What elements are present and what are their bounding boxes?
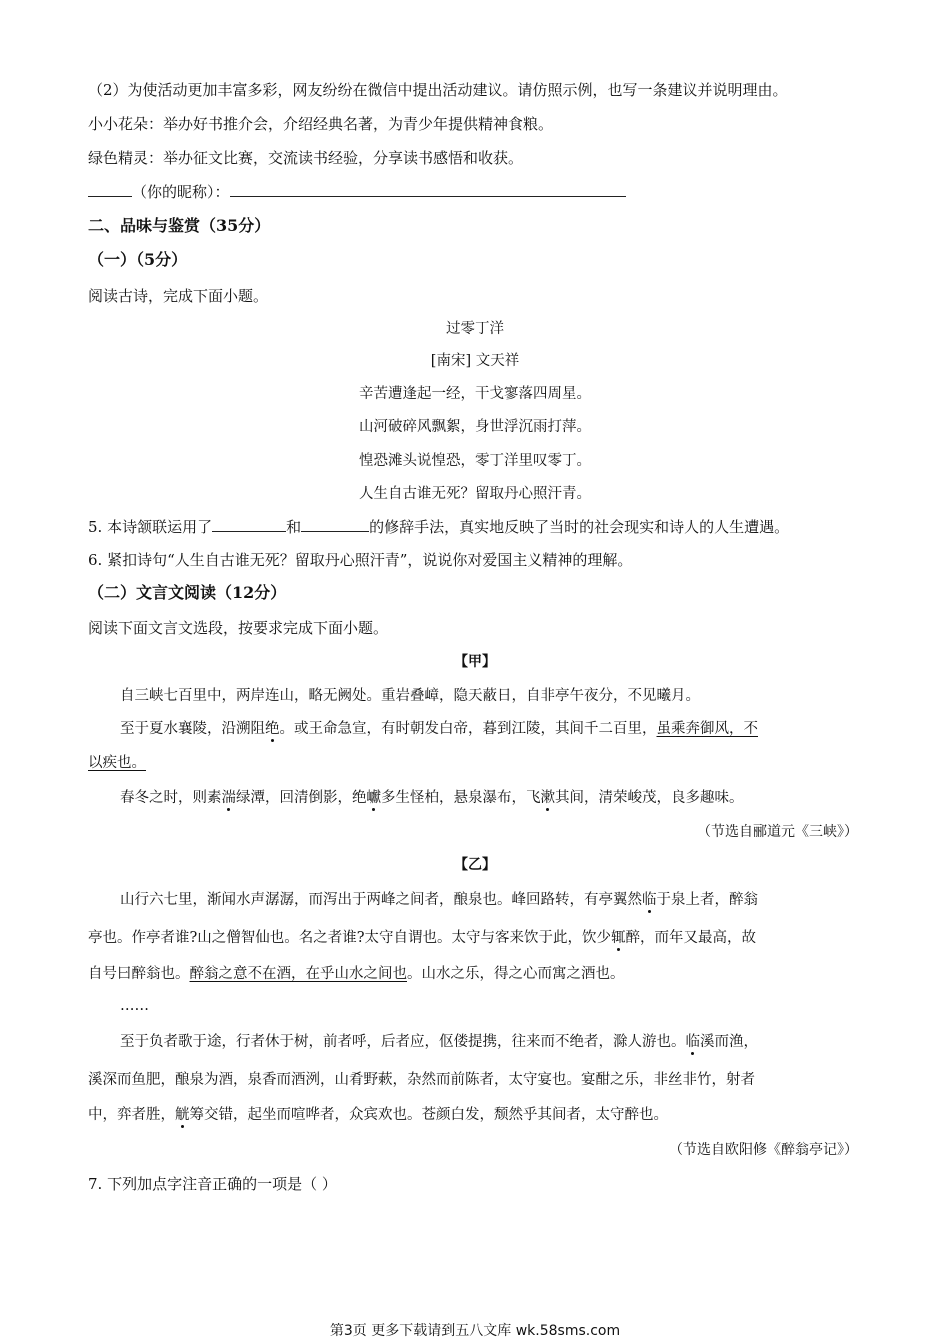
suggestion-blank[interactable] (230, 182, 626, 197)
part-2-instruction: 阅读下面文言文选段，按要求完成下面小题。 (88, 619, 389, 637)
jia-paragraph-2-cont (88, 753, 146, 773)
passage-yi-label: 【乙】 (454, 857, 496, 873)
yi-line-2: 亭也。作亭者谁?山之僧智仙也。名之者谁?太守自谓也。太守与客来饮于此，饮少辄醉，而年又最高，故 (88, 930, 757, 946)
answer-blank[interactable] (301, 517, 369, 532)
yi-line-4: 至于负者歌于途，行者休于树，前者呼，后者应，伛偻提携，往来而不绝者，滁人游也。临溪而渔， (120, 1034, 758, 1050)
yi-line-1: 山行六七里，渐闻水声潺潺，而泻出于两峰之间者，酿泉也。峰回路转，有亭翼然临于泉上者，醉翁 (120, 892, 758, 908)
yi-ellipsis: …… (120, 998, 149, 1014)
poem-title: 过零丁洋 (446, 321, 504, 337)
example-1: 小小花朵：举办好书推介会，介绍经典名著，为青少年提供精神食粮。 (88, 115, 554, 133)
nickname-blank[interactable] (88, 182, 132, 197)
yi-line-5: 溪深而鱼肥，酿泉为酒，泉香而酒洌，山肴野蔌，杂然而前陈者，太守宴也。宴酣之乐，非丝非竹，射者 (88, 1072, 755, 1088)
dotted-char: 辄 (611, 930, 626, 946)
poem-line: 惶恐滩头说惶恐，零丁洋里叹零丁。 (359, 453, 591, 469)
jia-paragraph-2: 至于夏水襄陵，沿溯阻绝。或王命急宣，有时朝发白帝，暮到江陵，其间千二百里，虽乘奔御风，不 (120, 721, 758, 737)
jia-source: （节选自郦道元《三峡》） (697, 824, 858, 840)
underlined-sentence: 以疾也。 (88, 755, 146, 771)
underlined-sentence: 醉翁之意不在酒，在乎山水之间也 (189, 966, 407, 982)
passage-jia-label: 【甲】 (454, 654, 496, 670)
example-2: 绿色精灵：举办征文比赛，交流读书经验，分享读书感悟和收获。 (88, 149, 524, 167)
dotted-char: 临 (685, 1034, 700, 1050)
dotted-char: 绝 (265, 721, 280, 737)
dotted-char: 漱 (540, 790, 555, 806)
dotted-char: 觥 (175, 1107, 190, 1123)
nickname-answer-line (88, 182, 626, 202)
question-5: 5. 本诗颔联运用了 和 的修辞手法，真实地反映了当时的社会现实和诗人的人生遭遇。 (88, 518, 790, 536)
jia-paragraph-1: 自三峡七百里中，两岸连山，略无阙处。重岩叠嶂，隐天蔽日，自非亭午夜分，不见曦月。 (120, 688, 700, 704)
underlined-sentence: 虽乘奔御风，不 (656, 721, 758, 737)
yi-source: （节选自欧阳修《醉翁亭记》） (669, 1142, 858, 1158)
part-2-title: （二）文言文阅读（12分） (88, 583, 287, 602)
poem-line: 山河破碎风飘絮，身世浮沉雨打萍。 (359, 419, 591, 435)
yi-line-3: 自号曰醉翁也。醉翁之意不在酒，在乎山水之间也。山水之乐，得之心而寓之酒也。 (88, 966, 625, 982)
dotted-char: 巘 (366, 790, 381, 806)
answer-blank[interactable] (212, 517, 286, 532)
jia-paragraph-3: 春冬之时，则素湍绿潭，回清倒影，绝巘多生怪柏，悬泉瀑布，飞漱其间，清荣峻茂，良多趣味。 (120, 790, 744, 806)
question-6: 6. 紧扣诗句“人生自古谁无死？留取丹心照汗青”，说说你对爱国主义精神的理解。 (88, 551, 633, 569)
poem-author: [南宋] 文天祥 (430, 353, 520, 369)
dotted-char: 湍 (221, 790, 236, 806)
question-7: 7. 下列加点字注音正确的一项是（ ） (88, 1175, 337, 1193)
yi-line-6: 中，弈者胜，觥筹交错，起坐而喧哗者，众宾欢也。苍颜白发，颓然乎其间者，太守醉也。 (88, 1107, 668, 1123)
nickname-label: （你的昵称）： (132, 183, 230, 201)
section-2-title: 二、品味与鉴赏（35分） (88, 216, 271, 235)
q2-prompt: （2）为使活动更加丰富多彩，网友纷纷在微信中提出活动建议。请仿照示例，也写一条建议并说明理由。 (88, 81, 788, 99)
poem-line: 人生自古谁无死？留取丹心照汗青。 (359, 486, 591, 502)
poem-line: 辛苦遭逢起一经，干戈寥落四周星。 (359, 386, 591, 402)
dotted-char: 临 (642, 892, 657, 908)
page-footer: 第3页 更多下载请到五八文库 wk.58sms.com (329, 1323, 621, 1339)
part-1-title: （一）（5分） (88, 250, 188, 269)
part-1-instruction: 阅读古诗，完成下面小题。 (88, 287, 269, 305)
